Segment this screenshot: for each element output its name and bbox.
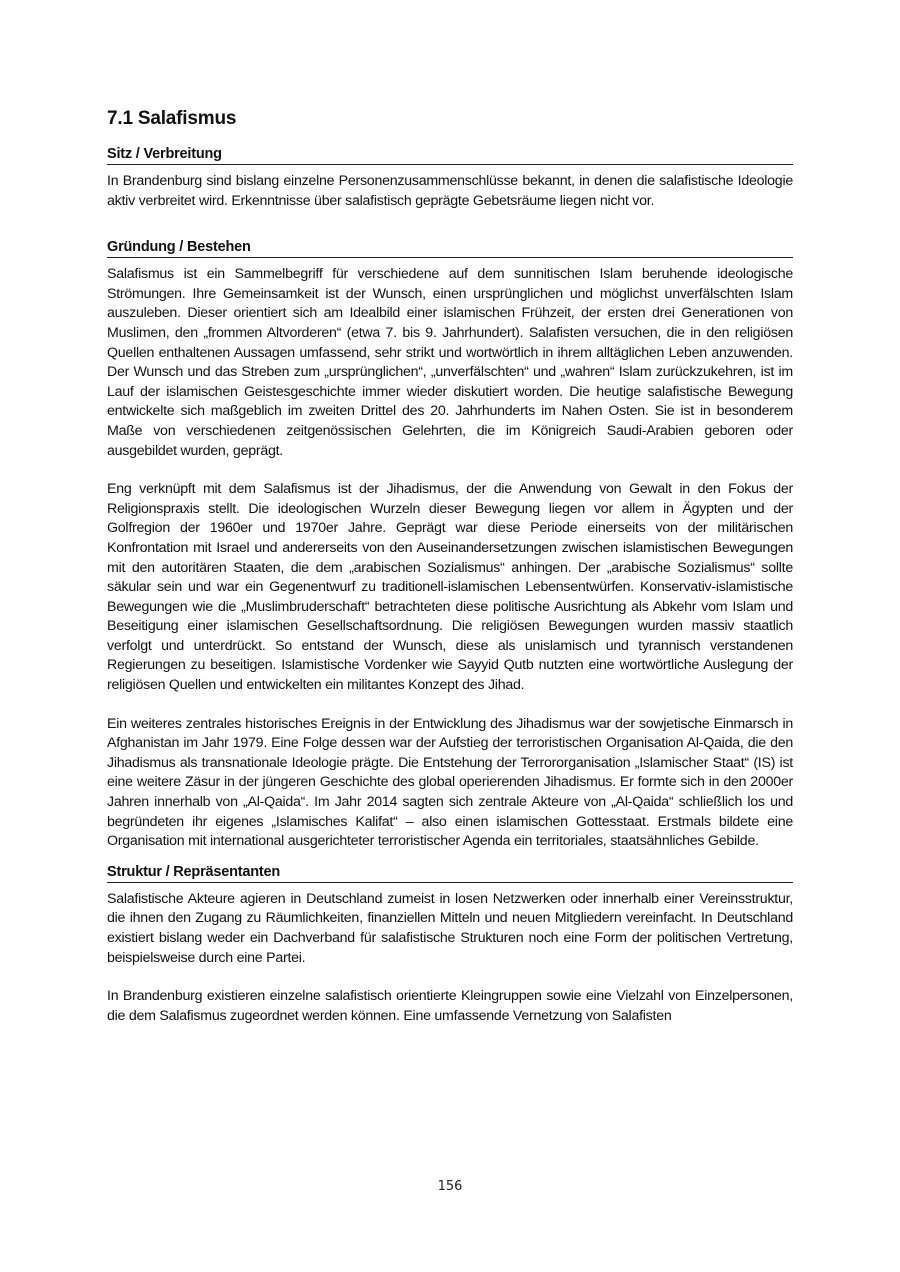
paragraph: Ein weiteres zentrales historisches Ereignis in der Entwicklung des Jihadismus war der sowjetische Einmarsch in Afghanistan im Jahr 1979. Eine Folge dessen war der Aufstieg der terroristischen Organisation Al-Qaida, die den Jihadismus als transnationale Ideologie prägte. Die Entstehung der Terrororganisation „Islamischer Staat“ (IS) ist eine weitere Zäsur in der jüngeren Geschichte des global operierenden Jihadismus. Er formte sich in den 2000er Jahren innerhalb von „Al-Qaida“. Im Jahr 2014 sagten sich zentrale Akteure von „Al-Qaida“ schließlich los und begründeten ihr eigenes „Islamisches Kalifat“ – also einen islamischen Gottesstaat. Erstmals bildete eine Organisation mit international ausgerichteter terroristischer Agenda ein territoriales, staatsähnliches Gebilde. bbox=[107, 715, 793, 850]
paragraph: In Brandenburg existieren einzelne salafistisch orientierte Kleingruppen sowie eine Vielzahl von Einzelpersonen, die dem Salafismus zugeordnet werden können. Eine umfassende Vernetzung von Salafisten bbox=[107, 988, 793, 1024]
section-heading: Sitz / Verbreitung bbox=[107, 146, 793, 165]
paragraph: Eng verknüpft mit dem Salafismus ist der Jihadismus, der die Anwendung von Gewalt in den Fokus der Religionspraxis stellt. Die ideologischen Wurzeln dieser Bewegung liegen vor allem in Ägypten und der Golfregion der 1960er und 1970er Jahre. Geprägt war diese Periode einerseits von der militärischen Konfrontation mit Israel und andererseits von den Auseinandersetzungen zwischen islamistischen Bewegungen mit den autoritären Staaten, die dem „arabischen Sozialismus“ anhingen. Der „arabische Sozialismus“ sollte säkular sein und war ein Gegenentwurf zu traditionell-islamischen Lebensentwürfen. Konservativ-islamistische Bewegungen wie die „Muslimbruderschaft“ betrachteten diese politische Ausrichtung als Abkehr vom Islam und Beseitigung einer islamischen Gesellschaftsordnung. Die religiösen Bewegungen wurden massiv staatlich verfolgt und unterdrückt. So entstand der Wunsch, diese als unislamisch und tyrannisch verstandenen Regierungen zu beseitigen. Islamistische Vordenker wie Sayyid Qutb nutzten eine wortwörtliche Auslegung der religiösen Quellen und entwickelten ein militantes Konzept des Jihad. bbox=[107, 481, 793, 694]
section-struktur-repraesentanten bbox=[107, 864, 793, 1027]
section-heading: Struktur / Repräsentanten bbox=[107, 864, 793, 883]
section-heading: Gründung / Bestehen bbox=[107, 239, 793, 258]
chapter-title: 7.1 Salafismus bbox=[107, 108, 237, 129]
paragraph: In Brandenburg sind bislang einzelne Personenzusammenschlüsse bekannt, in denen die salafistische Ideologie aktiv verbreitet wird. Erkenntnisse über salafistisch geprägte Gebetsräume liegen nicht vor. bbox=[107, 173, 793, 209]
section-gruendung-bestehen bbox=[107, 239, 793, 852]
paragraph: Salafismus ist ein Sammelbegriff für verschiedene auf dem sunnitischen Islam beruhende ideologische Strömungen. Ihre Gemeinsamkeit ist der Wunsch, einen ursprünglichen und möglichst unverfälschten Islam auszuleben. Dieser orientiert sich am Idealbild einer islamischen Frühzeit, der ersten drei Generationen von Muslimen, den „frommen Altvorderen“ (etwa 7. bis 9. Jahrhundert). Salafisten versuchen, die in den religiösen Quellen enthaltenen Aussagen umfassend, sehr strikt und wortwörtlich in ihrem alltäglichen Leben anzuwenden. Der Wunsch und das Streben zum „ursprünglichen“, „unverfälschten“ und „wahren“ Islam zurückzukehren, ist im Lauf der islamischen Geistesgeschichte immer wieder diskutiert worden. Die heutige salafistische Bewegung entwickelte sich maßgeblich im zweiten Drittel des 20. Jahrhunderts im Nahen Osten. Sie ist in besonderem Maße von verschiedenen zeitgenössischen Gelehrten, die im Königreich Saudi-Arabien geboren oder ausgebildet wurden, geprägt. bbox=[107, 266, 793, 459]
page-content bbox=[107, 108, 793, 1026]
section-sitz-verbreitung bbox=[107, 146, 793, 211]
paragraph: Salafistische Akteure agieren in Deutschland zumeist in losen Netzwerken oder innerhalb einer Vereinsstruktur, die ihnen den Zugang zu Räumlichkeiten, finanziellen Mitteln und neuen Mitgliedern vereinfacht. In Deutschland existiert bislang weder ein Dachverband für salafistische Strukturen noch eine Form der politischen Vertretung, beispielsweise durch eine Partei. bbox=[107, 890, 793, 966]
page-number: 156 bbox=[437, 1179, 463, 1194]
